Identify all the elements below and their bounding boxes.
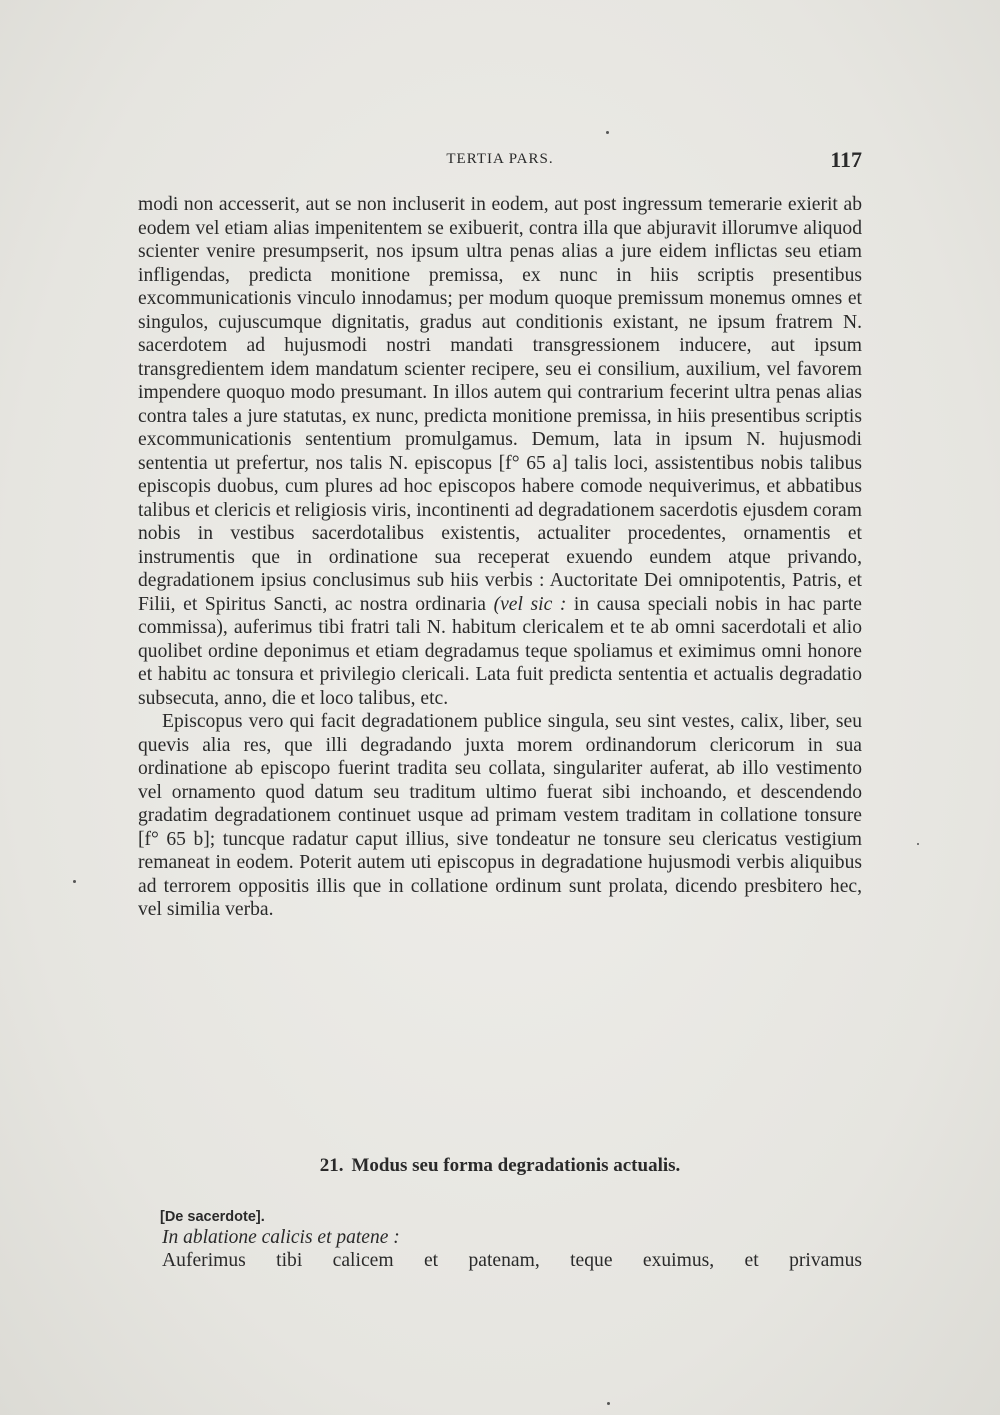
- print-speck: [917, 843, 919, 845]
- section-heading: [138, 1155, 862, 1177]
- section-title: Modus seu forma degradationis actualis.: [351, 1155, 681, 1176]
- paragraph-1-italic: (vel sic :: [493, 593, 567, 615]
- last-line: Auferimus tibi calicem et patenam, teque exuimus, et privamus: [162, 1250, 862, 1271]
- page-number: 117: [830, 147, 862, 172]
- print-speck: [607, 1402, 610, 1405]
- paragraph-1: [138, 193, 862, 710]
- marginal-note: [De sacerdote].: [160, 1209, 265, 1225]
- page-header: [138, 147, 862, 177]
- body-text: [138, 193, 862, 922]
- paragraph-2: Episcopus vero qui facit degradationem publice singula, seu sint vestes, calix, liber, seu quevis alia res, que illi degradando juxta morem ordinandorum clericorum in sua ordinatione ab episcopo fuerint tradita seu collata, singulariter auferat, ab illo vestimento vel ornamento quod datum seu traditum ultimo fuerat sibi inchoando, et descendendo gradatim degradationem continuet usque ad primam vestem traditam in collatione tonsure [f° 65 b]; tuncque radatur caput illius, sive tondeatur ne tonsure seu clericatus vestigium remaneat in eodem. Poterit autem uti episcopus in degradatione hujusmodi verbis aliquibus ad terrorem oppositis illis que in collatione ordinum sunt prolata, dicendo presbitero hec, vel similia verba.: [138, 711, 862, 920]
- print-speck: [606, 131, 609, 134]
- section-number: 21.: [319, 1155, 344, 1176]
- running-title: TERTIA PARS.: [446, 151, 554, 167]
- subheading: In ablatione calicis et patene :: [162, 1227, 400, 1248]
- paragraph-1-text-b: in causa speciali nobis in hac parte commissa), auferimus tibi fratri tali N. habitum clericalem et te ab omni sacerdotali et alio quolibet ordine deponimus et etiam degradamus teque spoliamus et eximimus omni honore et habitu ac tonsura et privilegio clericali. Lata fuit predicta sententia et actualis degradatio subsecuta, anno, die et loco talibus, etc.: [138, 593, 862, 709]
- paragraph-1-text-a: modi non accesserit, aut se non incluserit in eodem, aut post ingressum temerarie exierit ab eodem vel etiam alias impenitentem se exibuerit, contra illa que abjuravit illorumve aliquod scienter venire presumpserit, nos ipsum ultra penas alias a jure eidem inflictas seu etiam infligendas, predicta monitione premissa, ex nunc in hiis scriptis presentibus excommunicationis vinculo innodamus; per modum quoque premissum monemus omnes et singulos, cujuscumque dignitatis, gradus aut conditionis existant, ne ipsum fratrem N. sacerdotem ad hujusmodi nostri mandati transgressionem inducere, aut ipsum transgredientem idem mandatum scienter recipere, seu ei consilium, auxilium, vel favorem impendere quoquo modo presumant. In illos autem qui contrarium fecerint ultra penas alias contra tales a jure statutas, ex nunc, predicta monitione premissa, in hiis presentibus scriptis excommunicationis sententium promulgamus. Demum, lata in ipsum N. hujusmodi sententia ut prefertur, nos talis N. episcopus [f° 65 a] talis loci, assistentibus nobis talibus episcopis duobus, cum plures ad hoc episcopos habere comode nequiverimus, et abbatibus talibus et clericis et religiosis viris, incontinenti ad degradationem sacerdotis ejusdem coram nobis in vestibus sacerdotalibus existentis, actualiter procedentes, ornamentis et instrumentis que in ordinatione sua receperat exuendo eundem atque privando, degradationem ipsius conclusimus sub hiis verbis : Auctoritate Dei omnipotentis, Patris, et Filii, et Spiritus Sancti, ac nostra ordinaria: [138, 194, 862, 615]
- print-speck: [73, 880, 76, 883]
